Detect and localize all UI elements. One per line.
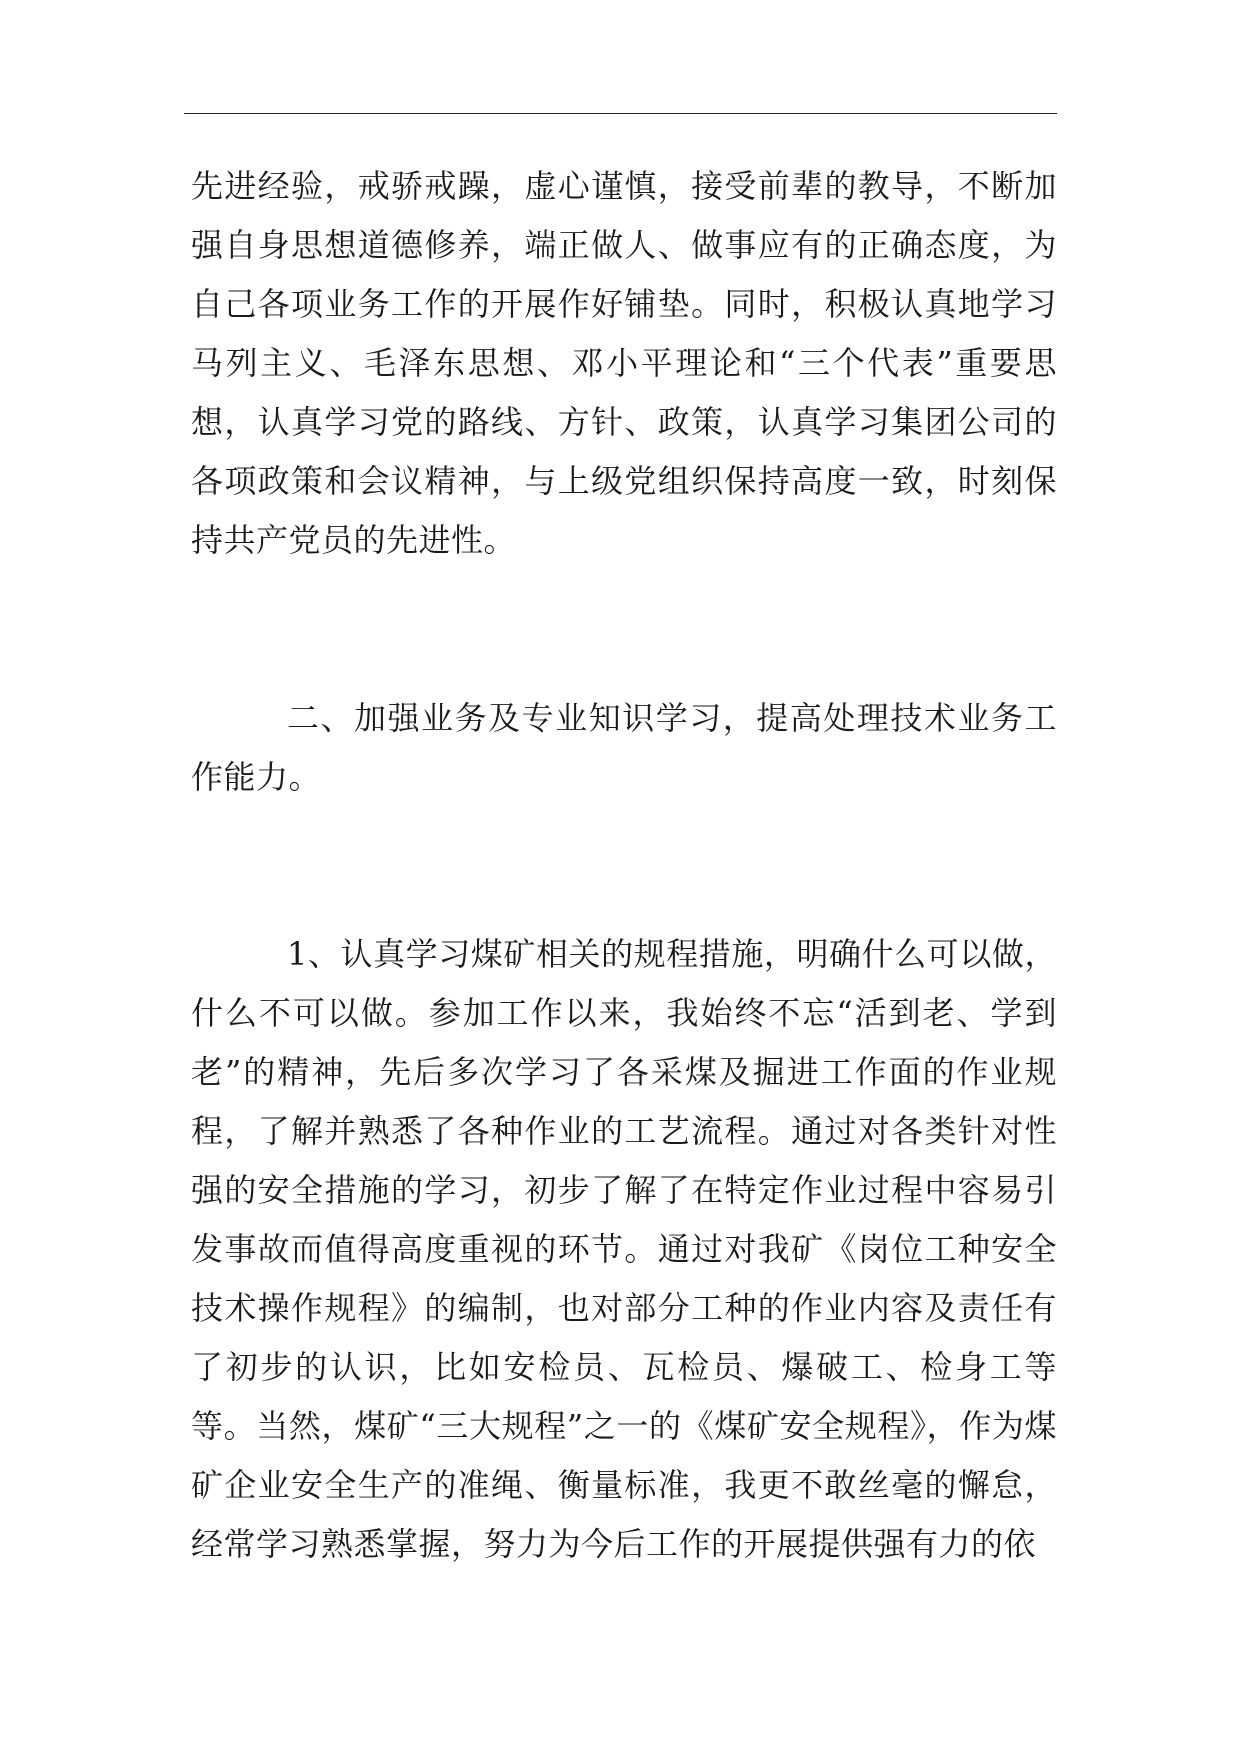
paragraph-item-one: 1、认真学习煤矿相关的规程措施，明确什么可以做，什么不可以做。参加工作以来，我始终不忘“活到老、学到老”的精神，先后多次学习了各采煤及掘进工作面的作业规程，了解并熟悉了各种作业的工艺流程。通过对各类针对性强的安全措施的学习，初步了解了在特定作业过程中容易引发事故而值得高度重视的环节。通过对我矿《岗位工种安全技术操作规程》的编制，也对部分工种的作业内容及责任有了初步的认识，比如安检员、瓦检员、爆破工、检身工等等。当然，煤矿“三大规程”之一的《煤矿安全规程》，作为煤矿企业安全生产的准绳、衡量标准，我更不敢丝毫的懈怠，经常学习熟悉掌握，努力为今后工作的开展提供强有力的依 bbox=[191, 935, 1057, 1563]
header-rule bbox=[184, 113, 1057, 114]
section-heading-two: 二、加强业务及专业知识学习，提高处理技术业务工作能力。 bbox=[191, 699, 1057, 796]
paragraph-continuation: 先进经验，戒骄戒躁，虚心谨慎，接受前辈的教导，不断加强自身思想道德修养，端正做人、做事应有的正确态度，为自己各项业务工作的开展作好铺垫。同时，积极认真地学习马列主义、毛泽东思想、邓小平理论和“三个代表”重要思想，认真学习党的路线、方针、政策，认真学习集团公司的各项政策和会议精神，与上级党组织保持高度一致，时刻保持共产党员的先进性。 bbox=[191, 167, 1057, 559]
